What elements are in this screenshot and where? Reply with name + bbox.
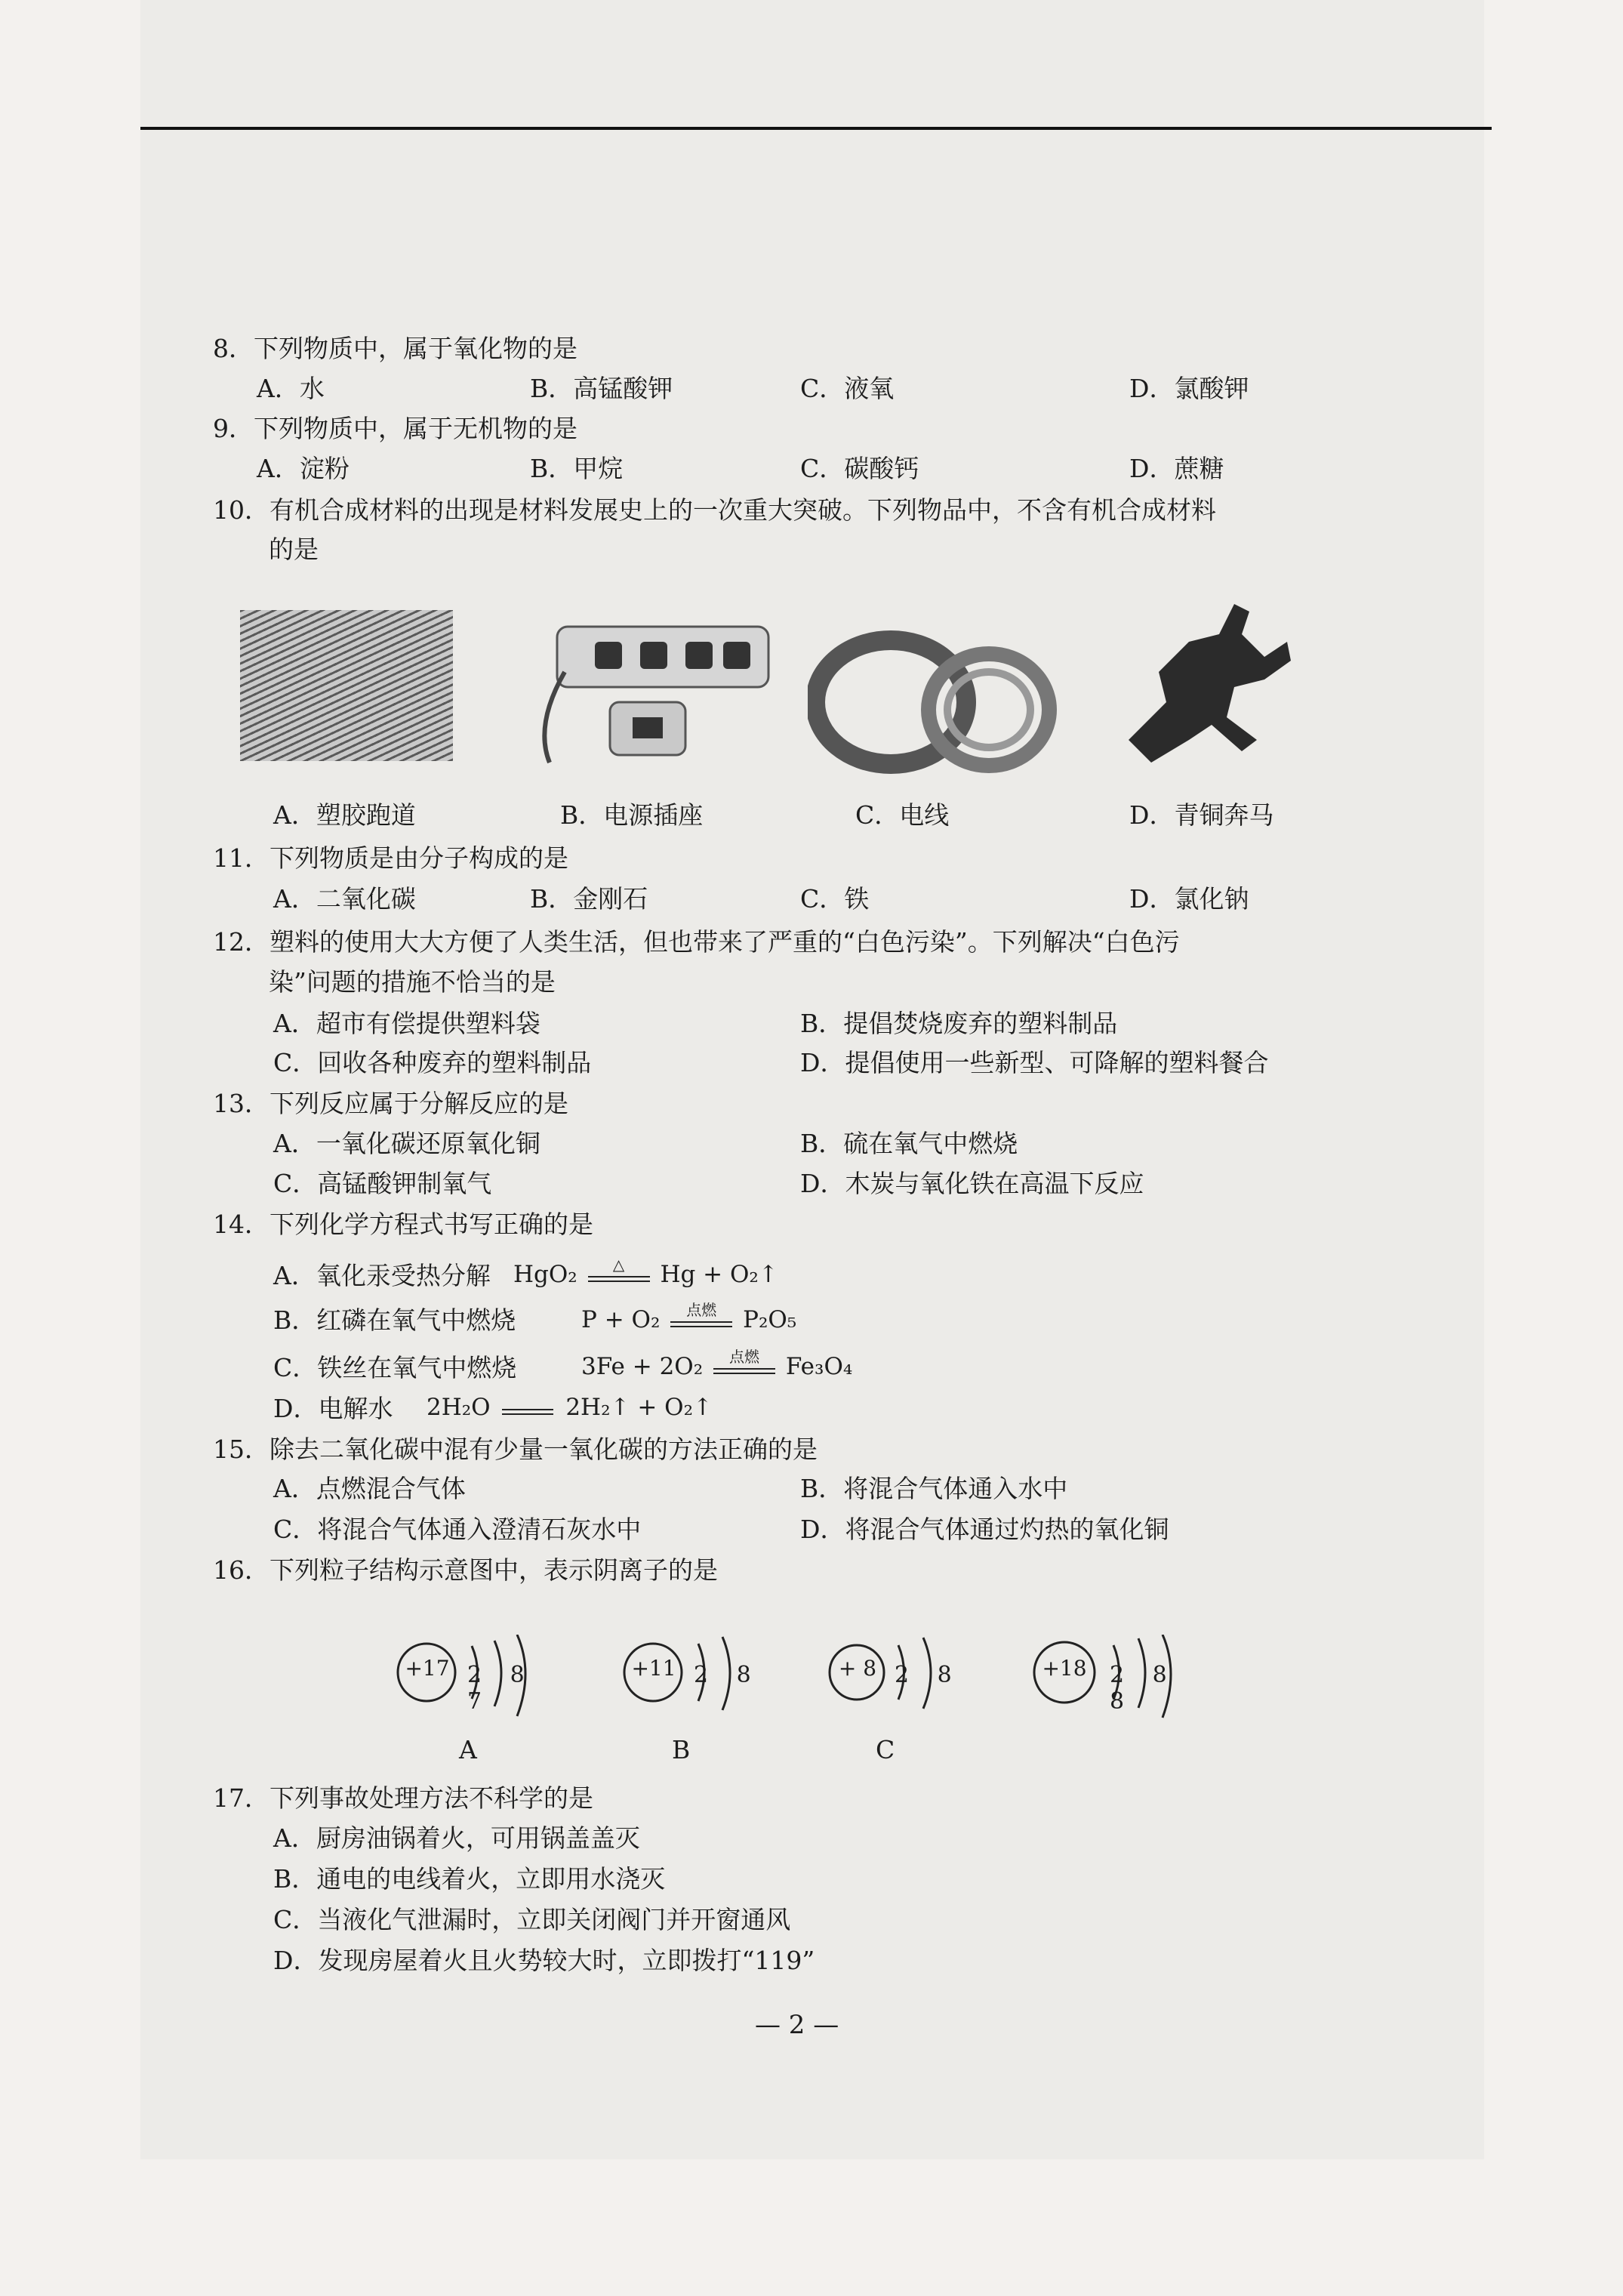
q12-option-d: D．提倡使用一些新型、可降解的塑料餐合 [800, 1048, 1269, 1077]
q9-option-d: D．蔗糖 [1129, 454, 1224, 483]
wire-coil-image [808, 623, 1057, 781]
q9-option-a: A．淀粉 [257, 454, 350, 483]
electron-counts: 2 8 8 [1110, 1662, 1178, 1715]
q11-stem: 11．下列物质是由分子构成的是 [213, 843, 568, 873]
q12-option-b: B．提倡焚烧废弃的塑料制品 [800, 1009, 1118, 1038]
q17-option-a: A．厨房油锅着火，可用锅盖盖灭 [273, 1823, 640, 1853]
q8-option-c: C．液氧 [800, 374, 895, 403]
q12-option-c: C．回收各种废弃的塑料制品 [273, 1048, 592, 1077]
q8-option-d: D．氯酸钾 [1129, 374, 1249, 403]
q14-option-a-equation: HgO₂ △ Hg + O₂↑ [513, 1256, 778, 1288]
nucleus-charge: +18 [1042, 1656, 1087, 1681]
q14-option-b-equation: P + O₂ $^{点燃}$ P₂O₅ [581, 1301, 797, 1333]
atom-diagram-b [615, 1635, 766, 1725]
electron-counts: 2 8 [895, 1662, 962, 1688]
q13-option-b: B．硫在氧气中燃烧 [800, 1129, 1018, 1158]
q12-stem: 12．塑料的使用大大方便了人类生活，但也带来了严重的“白色污染”。下列解决“白色污 [213, 927, 1180, 957]
q8-stem: 8．下列物质中，属于氧化物的是 [213, 334, 577, 363]
ignite-condition: 点燃 [686, 1301, 717, 1319]
q10-option-a: A．塑胶跑道 [273, 800, 416, 830]
q13-option-d: D．木炭与氧化铁在高温下反应 [800, 1169, 1144, 1198]
q14-option-d-label: D．电解水 [273, 1394, 393, 1423]
q14-option-b-label: B．红磷在氧气中燃烧 [273, 1305, 516, 1335]
q14-option-a-label: A．氧化汞受热分解 [273, 1261, 491, 1290]
q15-option-b: B．将混合气体通入水中 [800, 1474, 1068, 1503]
q13-option-c: C．高锰酸钾制氧气 [273, 1169, 492, 1198]
atom-label-a: A [459, 1735, 477, 1764]
q14-option-c-equation: 3Fe + 2O₂ $^{点燃}$ Fe₃O₄ [581, 1348, 853, 1380]
atom-diagram-d [1027, 1635, 1208, 1725]
q10-option-b: B．电源插座 [560, 800, 704, 830]
power-strip-image [519, 619, 776, 778]
q13-stem: 13．下列反应属于分解反应的是 [213, 1089, 568, 1118]
q8-option-a: A．水 [257, 374, 325, 403]
q15-stem: 15．除去二氧化碳中混有少量一氧化碳的方法正确的是 [213, 1435, 818, 1464]
atom-diagram-c [819, 1635, 970, 1725]
q14-stem: 14．下列化学方程式书写正确的是 [213, 1210, 593, 1239]
q11-option-c: C．铁 [800, 884, 870, 914]
q15-option-d: D．将混合气体通过灼热的氧化铜 [800, 1515, 1169, 1544]
q14-option-d-equation: 2H₂O 2H₂↑ + O₂↑ [427, 1394, 713, 1421]
atom-diagram-a [389, 1635, 562, 1725]
q17-option-d: D．发现房屋着火且火势较大时，立即拨打“119” [273, 1946, 815, 1975]
ignite-condition: 点燃 [729, 1348, 759, 1366]
q17-option-c: C．当液化气泄漏时，立即关闭阀门并开窗通风 [273, 1905, 791, 1934]
q12-stem-cont: 染”问题的措施不恰当的是 [269, 967, 556, 997]
q14-option-c-label: C．铁丝在氧气中燃烧 [273, 1353, 517, 1382]
nucleus-charge: +11 [631, 1656, 676, 1681]
q10-option-c: C．电线 [855, 800, 950, 830]
plastic-track-image [240, 610, 453, 761]
nucleus-charge: + 8 [838, 1656, 877, 1681]
q13-option-a: A．一氧化碳还原氧化铜 [273, 1129, 540, 1158]
atom-label-c: C [876, 1735, 895, 1764]
q10-stem: 10．有机合成材料的出现是材料发展史上的一次重大突破。下列物品中，不含有机合成材料 [213, 495, 1216, 525]
page-number: — 2 — [755, 2010, 839, 2040]
electron-counts: 2 8 7 [467, 1662, 535, 1715]
heat-symbol: △ [612, 1256, 625, 1274]
q15-option-a: A．点燃混合气体 [273, 1474, 466, 1503]
q17-option-b: B．通电的电线着火，立即用水浇灭 [273, 1864, 666, 1894]
q9-option-b: B．甲烷 [530, 454, 624, 483]
q15-option-c: C．将混合气体通入澄清石灰水中 [273, 1515, 642, 1544]
atom-label-b: B [672, 1735, 691, 1764]
q11-option-a: A．二氧化碳 [273, 884, 416, 914]
nucleus-charge: +17 [405, 1656, 450, 1681]
q9-stem: 9．下列物质中，属于无机物的是 [213, 414, 577, 443]
bronze-horse-image [1106, 589, 1302, 774]
q17-stem: 17．下列事故处理方法不科学的是 [213, 1783, 593, 1813]
q10-option-d: D．青铜奔马 [1129, 800, 1274, 830]
q9-option-c: C．碳酸钙 [800, 454, 919, 483]
q8-option-b: B．高锰酸钾 [530, 374, 673, 403]
q11-option-d: D．氯化钠 [1129, 884, 1249, 914]
q10-stem-cont: 的是 [269, 535, 319, 564]
q11-option-b: B．金刚石 [530, 884, 648, 914]
q16-stem: 16．下列粒子结构示意图中，表示阴离子的是 [213, 1555, 718, 1585]
electron-counts: 2 8 [694, 1662, 762, 1688]
q12-option-a: A．超市有偿提供塑料袋 [273, 1009, 540, 1038]
